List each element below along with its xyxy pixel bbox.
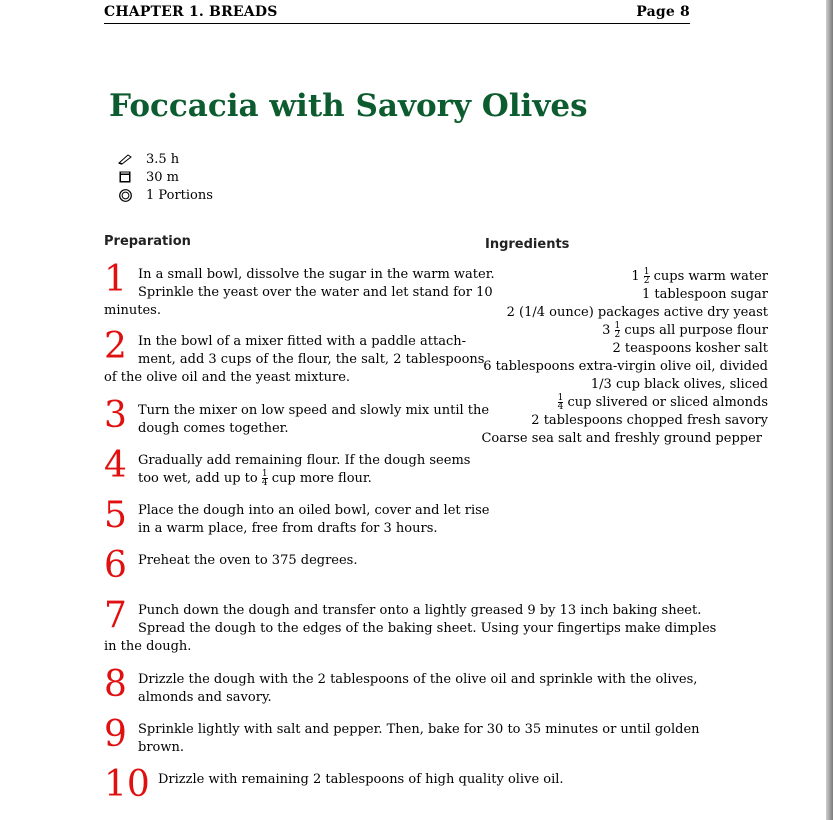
ingredient-item: Coarse sea salt and freshly ground pepper: [481, 431, 762, 446]
running-header: [104, 3, 690, 24]
ingredient-item: 1/3 cup black olives, sliced: [590, 377, 768, 392]
meta-text: 1 Portions: [146, 187, 213, 203]
step-text: dough comes together.: [138, 421, 289, 436]
fraction-half: $\frac{1}{2}$: [614, 321, 621, 340]
step-text: minutes.: [104, 303, 161, 318]
step-text: of the olive oil and the yeast mixture.: [104, 370, 351, 385]
meta-portions: [118, 186, 213, 204]
step-text: ment, add 3 cups of the flour, the salt, 2 tablespoons: [138, 352, 485, 367]
knife-icon: [118, 152, 132, 166]
page-edge-shadow: [826, 0, 833, 820]
step-text: in a warm place, free from drafts for 3 hours.: [138, 521, 438, 536]
fraction-quarter: $\frac{1}{4}$: [261, 469, 268, 488]
step-number: 1: [104, 259, 127, 300]
step-number: 9: [104, 714, 127, 755]
oven-icon: [118, 170, 132, 184]
meta-prep-time: [118, 150, 213, 168]
ingredient-item: 6 tablespoons extra-virgin olive oil, divided: [483, 359, 768, 374]
step-number: 4: [104, 445, 127, 486]
ingredients-heading: Ingredients: [485, 237, 570, 252]
ingredient-item: 2 (1/4 ounce) packages active dry yeast: [506, 305, 768, 320]
step-text: In the bowl of a mixer fitted with a paddle attach-: [138, 334, 466, 349]
recipe-meta: [118, 150, 213, 204]
ingredient-item: 1 $\frac{1}{2}$ cups warm water: [631, 267, 768, 286]
step-number: 6: [104, 545, 127, 586]
ingredient-item: 2 teaspoons kosher salt: [612, 341, 768, 356]
step-text: almonds and savory.: [138, 690, 272, 705]
step-number: 8: [104, 664, 127, 705]
step-text: too wet, add up to $\frac{1}{4}$ cup more flour.: [138, 469, 372, 488]
step-text: Gradually add remaining flour. If the dough seems: [138, 453, 471, 468]
meta-cook-time: [118, 168, 213, 186]
step-text: Place the dough into an oiled bowl, cover and let rise: [138, 503, 490, 518]
recipe-title: Foccacia with Savory Olives: [109, 88, 588, 124]
meta-text: 3.5 h: [146, 151, 180, 167]
ingredient-item: 1 tablespoon sugar: [641, 287, 768, 302]
step-number: 3: [104, 395, 127, 436]
step-text: Sprinkle the yeast over the water and let stand for 10: [138, 285, 493, 300]
step-number: 2: [104, 326, 127, 367]
step-text: in the dough.: [104, 639, 192, 654]
step-number: 7: [104, 595, 127, 636]
step-text: Turn the mixer on low speed and slowly mix until the: [138, 403, 490, 418]
preparation-heading: Preparation: [104, 234, 191, 249]
ingredient-item: $\frac{1}{4}$ cup slivered or sliced almonds: [557, 393, 768, 412]
ingredients-list: [481, 268, 768, 448]
page-number: Page 8: [636, 4, 690, 20]
ingredient-item: 3 $\frac{1}{2}$ cups all purpose flour: [602, 321, 768, 340]
step-text: Drizzle with remaining 2 tablespoons of high quality olive oil.: [158, 772, 564, 787]
step-text: Sprinkle lightly with salt and pepper. Then, bake for 30 to 35 minutes or until golden: [138, 722, 700, 737]
step-text: Punch down the dough and transfer onto a lightly greased 9 by 13 inch baking sheet.: [138, 603, 702, 618]
meta-text: 30 m: [146, 169, 180, 185]
fraction-quarter: $\frac{1}{4}$: [557, 393, 564, 412]
chapter-label: CHAPTER 1. BREADS: [104, 4, 278, 20]
step-number: 10: [104, 764, 150, 805]
step-text: brown.: [138, 740, 184, 755]
step-text: Spread the dough to the edges of the baking sheet. Using your fingertips make dimples: [138, 621, 717, 636]
step-text: Drizzle the dough with the 2 tablespoons of the olive oil and sprinkle with the olives,: [138, 672, 698, 687]
step-number: 5: [104, 495, 127, 536]
step-text: Preheat the oven to 375 degrees.: [138, 553, 358, 568]
fraction-half: $\frac{1}{2}$: [643, 267, 650, 286]
plate-icon: [118, 188, 132, 202]
ingredient-item: 2 tablespoons chopped fresh savory: [531, 413, 768, 428]
step-text: In a small bowl, dissolve the sugar in the warm water.: [138, 267, 495, 282]
